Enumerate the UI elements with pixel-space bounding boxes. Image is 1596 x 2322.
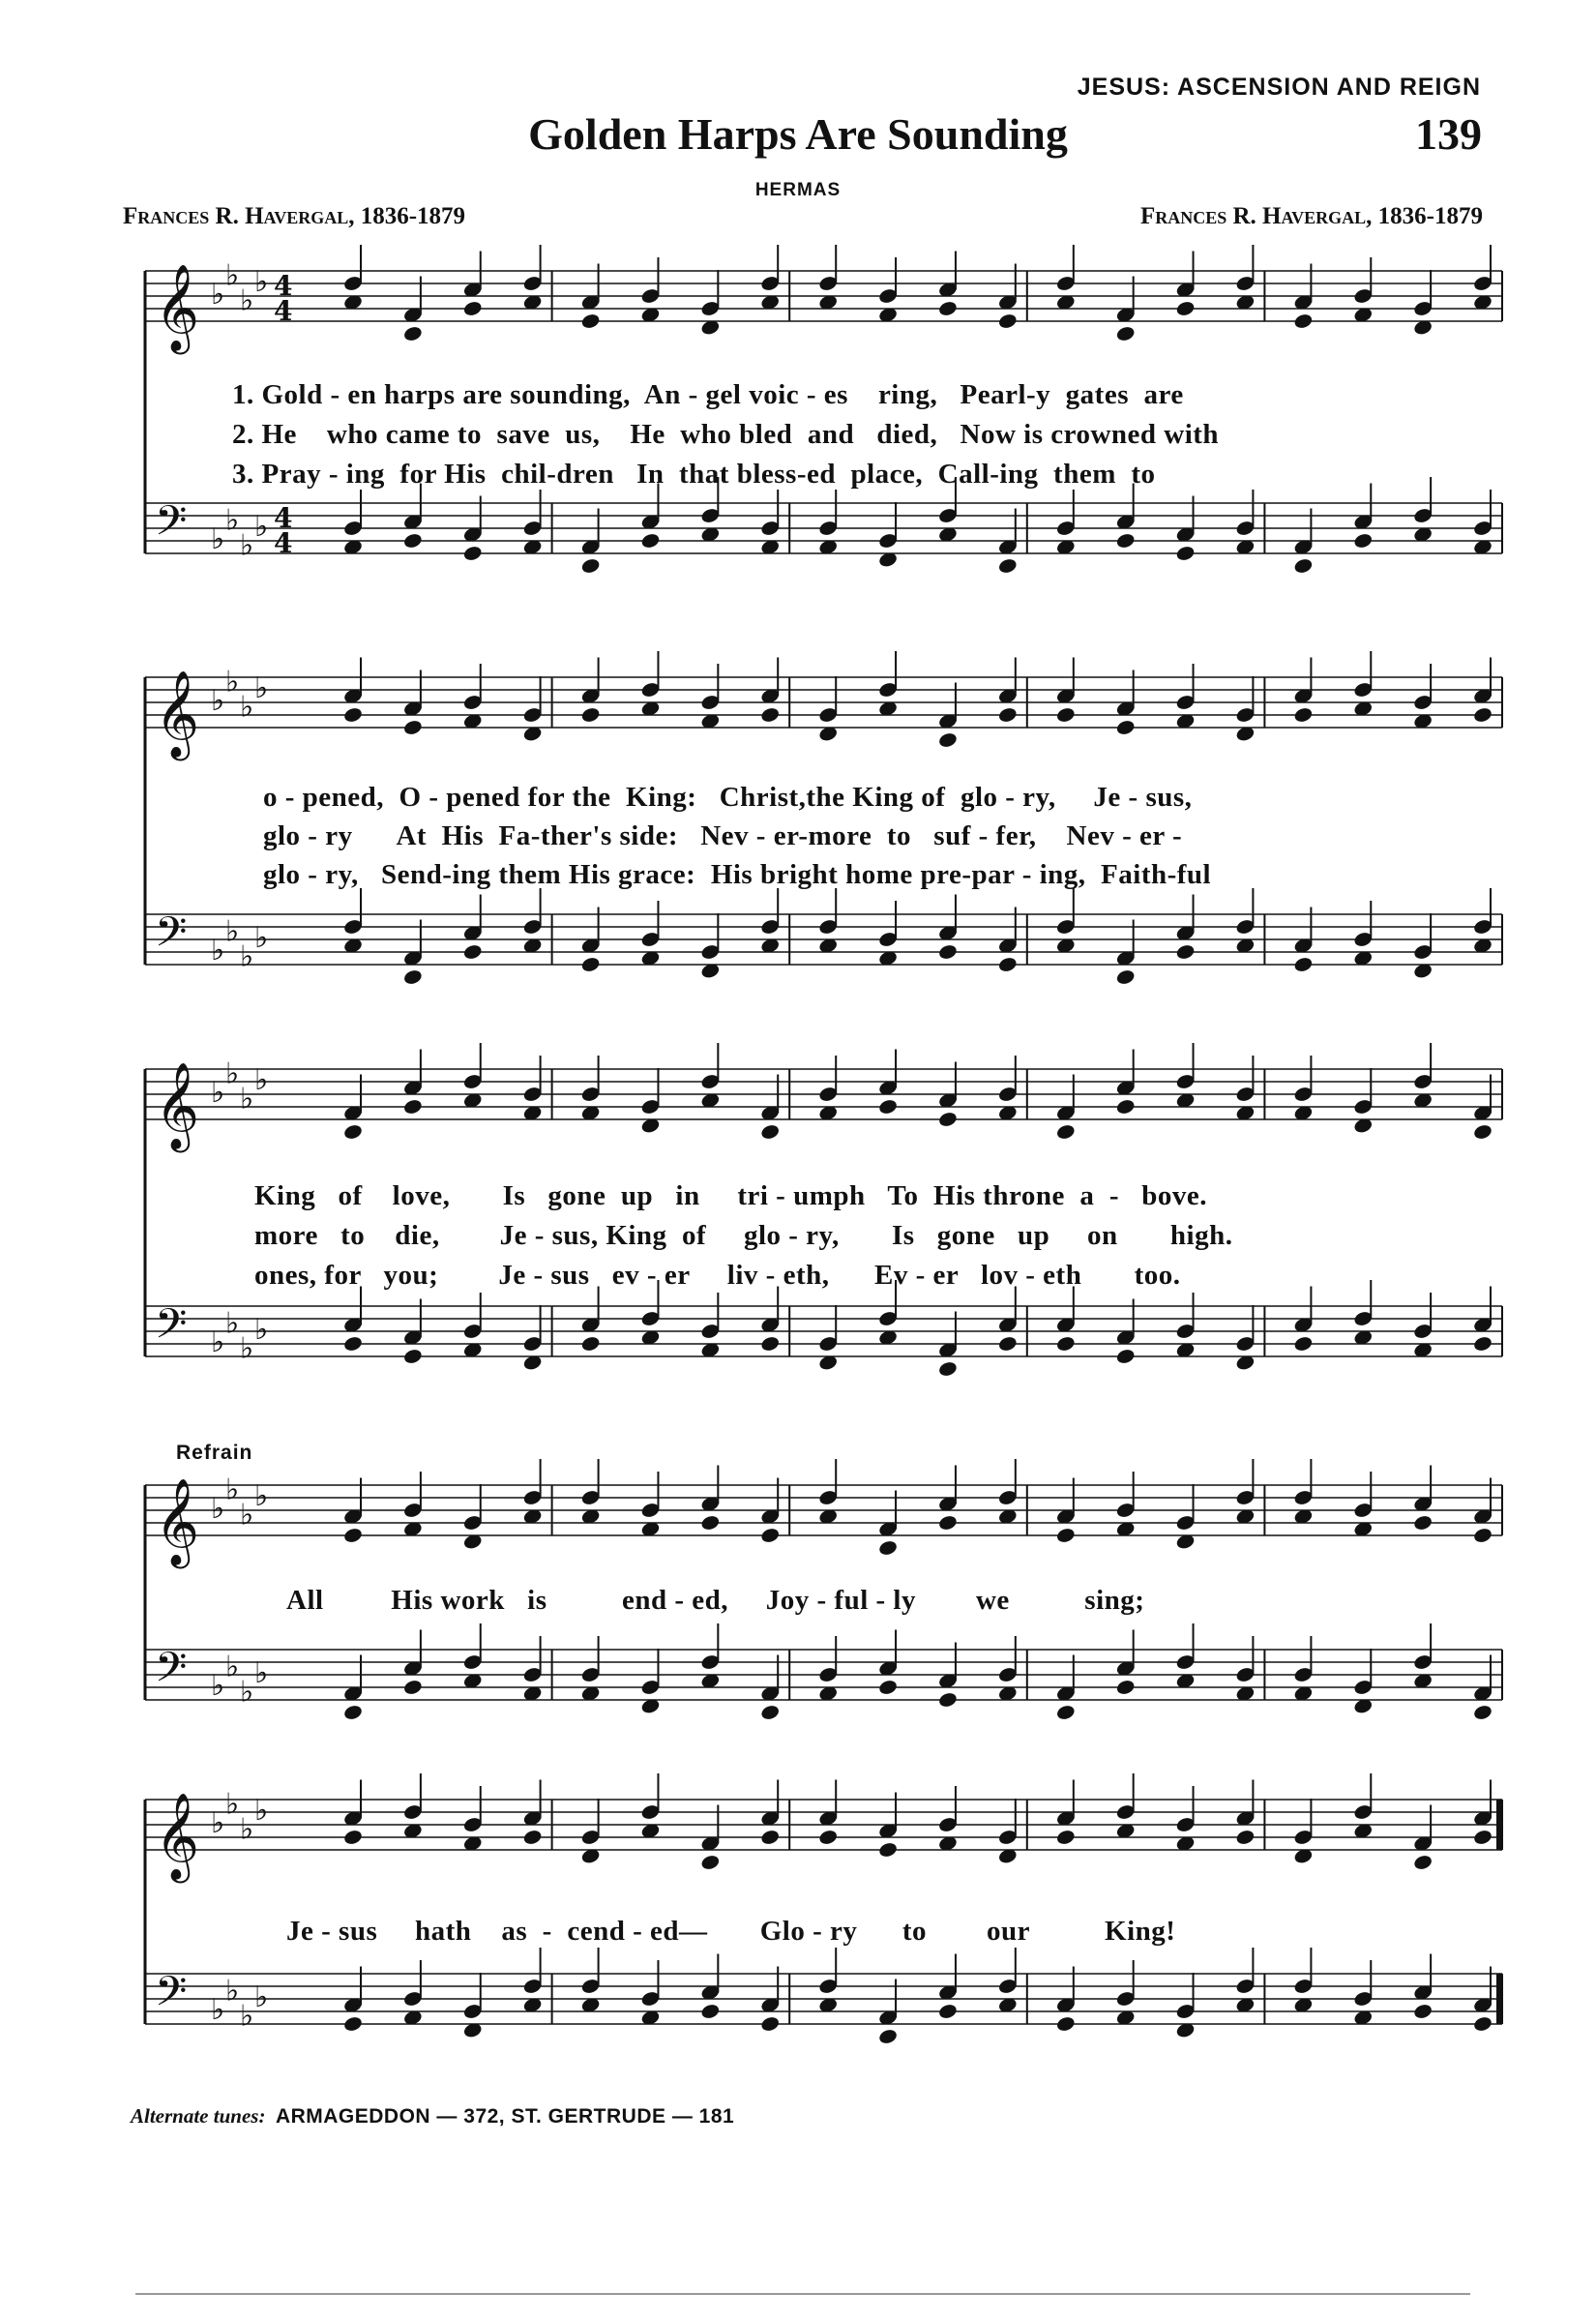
note-head [342,1704,363,1721]
flat-icon: ♭ [225,1306,240,1341]
flat-icon: ♭ [225,1787,240,1822]
flat-icon: ♭ [240,1082,254,1116]
lyric-line: King of love, Is gone up in tri - umph To His throne a - bove. [254,1180,1207,1211]
note-head [1293,313,1314,330]
flat-icon: ♭ [254,265,269,299]
flat-icon: ♭ [240,1331,254,1366]
note-head [1175,300,1196,317]
page-bottom-rule [135,2293,1470,2295]
note-head [1055,2015,1076,2033]
note-head [342,1527,363,1544]
tune-name: HERMAS [754,180,842,200]
note-head [937,1111,958,1128]
note-head [760,1527,781,1544]
note-head [402,719,423,736]
note-head [522,1829,543,1846]
note-head [760,1123,781,1141]
flat-icon: ♭ [211,1993,225,2027]
note-head [1115,325,1136,342]
note-head [1353,532,1374,550]
flat-icon: ♭ [211,934,225,968]
flat-icon: ♭ [211,1492,225,1526]
refrain-label: Refrain [176,1442,253,1464]
note-head [700,2003,721,2020]
final-bar-line [1496,1800,1502,1850]
lyric-line: Je - sus hath as - cend - ed— Glo - ry to our King! [286,1916,1176,1947]
flat-icon: ♭ [240,939,254,974]
note-head [1472,706,1493,724]
note-head [760,2015,781,2033]
bass-clef-icon: 𝄢 [155,908,188,967]
note-head [700,1514,721,1532]
alternate-tunes-label: Alternate tunes: [131,2104,266,2128]
note-head [877,1679,898,1696]
treble-clef-icon: 𝄞 [155,1478,200,1565]
note-head [997,557,1018,575]
flat-icon: ♭ [254,1980,269,2014]
note-head [462,545,483,562]
note-head [997,313,1018,330]
note-head [1412,1854,1433,1871]
final-bar-line [1496,1974,1502,2024]
flat-icon: ♭ [240,1498,254,1533]
note-head [462,300,483,317]
note-head [640,532,661,550]
note-head [937,1360,958,1378]
bass-clef-icon: 𝄢 [155,497,188,555]
note-head [580,956,601,973]
note-head [760,1704,781,1721]
note-head [1472,1704,1493,1721]
note-head [1472,1335,1493,1353]
note-head [818,1829,839,1846]
note-head [760,1335,781,1353]
lyric-line: o - pened, O - pened for the King: Christ,the King of glo - ry, Je - sus, [263,782,1193,813]
note-head [342,706,363,724]
note-head [580,313,601,330]
lyric-line: more to die, Je - sus, King of glo - ry, Is gone up on high. [254,1220,1233,1251]
note-head [402,1098,423,1116]
time-signature: 4 [274,270,293,302]
hymn-title: Golden Harps Are Sounding [528,109,1068,159]
flat-icon: ♭ [225,914,240,949]
flat-icon: ♭ [254,1656,269,1690]
flat-icon: ♭ [211,684,225,718]
note-head [877,1539,898,1557]
bass-clef-icon: 𝄢 [155,1644,188,1702]
flat-icon: ♭ [225,503,240,538]
note-head [1055,1527,1076,1544]
lyric-line: 1. Gold - en harps are sounding, An - gel voic - es ring, Pearl-y gates are [232,379,1184,410]
note-head [997,706,1018,724]
note-head [402,1348,423,1365]
bass-clef-icon: 𝄢 [155,1300,188,1358]
treble-clef-icon: 𝄞 [155,1793,200,1880]
note-head [1055,1829,1076,1846]
time-signature: 4 [274,527,293,559]
note-head [937,1514,958,1532]
note-head [402,532,423,550]
treble-clef-icon: 𝄞 [155,1062,200,1149]
note-head [937,300,958,317]
note-head [1055,1704,1076,1721]
note-head [877,1841,898,1859]
note-head [937,943,958,961]
flat-icon: ♭ [240,1999,254,2034]
alternate-tunes-list: ARMAGEDDON — 372, ST. GERTRUDE — 181 [275,2105,735,2128]
note-head [1115,1348,1136,1365]
note-head [1293,1335,1314,1353]
flat-icon: ♭ [225,1473,240,1507]
note-head [342,2015,363,2033]
note-head [342,1335,363,1353]
flat-icon: ♭ [225,1057,240,1091]
note-head [1115,1679,1136,1696]
bass-clef-icon: 𝄢 [155,1968,188,2026]
flat-icon: ♭ [254,1479,269,1513]
note-head [342,1829,363,1846]
flat-icon: ♭ [211,522,225,556]
note-head [997,1335,1018,1353]
note-head [1055,1123,1076,1141]
note-head [760,706,781,724]
flat-icon: ♭ [240,1812,254,1847]
flat-icon: ♭ [254,1313,269,1347]
note-head [1293,956,1314,973]
lyric-line: glo - ry At His Fa-ther's side: Nev - er-more to suf - fer, Nev - er - [263,820,1183,851]
note-head [1115,532,1136,550]
flat-icon: ♭ [225,1974,240,2009]
time-signature: 4 [274,502,293,534]
treble-clef-icon: 𝄞 [155,670,200,758]
note-head [402,1679,423,1696]
flat-icon: ♭ [240,283,254,318]
flat-icon: ♭ [211,1325,225,1359]
lyric-line: 2. He who came to save us, He who bled and died, Now is crowned with [232,419,1220,450]
lyric-line: All His work is end - ed, Joy - ful - ly we sing; [286,1585,1145,1616]
time-signature: 4 [274,295,293,327]
note-head [402,968,423,986]
flat-icon: ♭ [254,510,269,544]
hymn-number: 139 [1415,109,1482,159]
note-head [1115,719,1136,736]
lyric-line: glo - ry, Send-ing them His grace: His bright home pre-par - ing, Faith-ful [263,859,1212,890]
note-head [580,706,601,724]
note-head [1175,545,1196,562]
note-head [1472,1527,1493,1544]
note-head [342,1123,363,1141]
note-head [462,943,483,961]
treble-clef-icon: 𝄞 [155,264,200,351]
note-head [760,1829,781,1846]
flat-icon: ♭ [240,690,254,725]
flat-icon: ♭ [254,671,269,705]
note-head [402,325,423,342]
flat-icon: ♭ [254,1794,269,1828]
note-head [1472,1829,1493,1846]
note-head [1293,557,1314,575]
note-head [1412,2003,1433,2020]
note-head [1412,1514,1433,1532]
flat-icon: ♭ [240,528,254,563]
lyric-line: ones, for you; Je - sus ev - er liv - eth, Ev - er lov - eth too. [254,1260,1181,1291]
text-credit: Frances R. Havergal, 1836-1879 [123,203,466,229]
flat-icon: ♭ [254,921,269,955]
note-head [937,2003,958,2020]
note-head [937,1691,958,1709]
note-head [1175,943,1196,961]
note-head [937,731,958,749]
flat-icon: ♭ [240,1675,254,1710]
section-heading: JESUS: ASCENSION AND REIGN [1077,74,1481,101]
note-head [1115,1098,1136,1116]
note-head [997,956,1018,973]
note-head [1472,1123,1493,1141]
flat-icon: ♭ [225,665,240,700]
note-head [1055,1335,1076,1353]
flat-icon: ♭ [225,1650,240,1684]
flat-icon: ♭ [254,1063,269,1097]
note-head [877,1098,898,1116]
flat-icon: ♭ [211,1806,225,1840]
note-head [1055,706,1076,724]
lyric-line: 3. Pray - ing for His chil-dren In that bless-ed place, Call-ing them to [232,459,1156,490]
note-head [580,1335,601,1353]
note-head [1293,706,1314,724]
note-head [877,2028,898,2045]
note-head [1235,1829,1256,1846]
flat-icon: ♭ [225,258,240,293]
alternate-tunes-note [131,2104,734,2128]
flat-icon: ♭ [211,278,225,312]
note-head [1472,2015,1493,2033]
note-head [580,557,601,575]
flat-icon: ♭ [211,1669,225,1703]
flat-icon: ♭ [211,1076,225,1110]
note-head [700,1854,721,1871]
note-head [1115,968,1136,986]
music-credit: Frances R. Havergal, 1836-1879 [1139,203,1483,229]
